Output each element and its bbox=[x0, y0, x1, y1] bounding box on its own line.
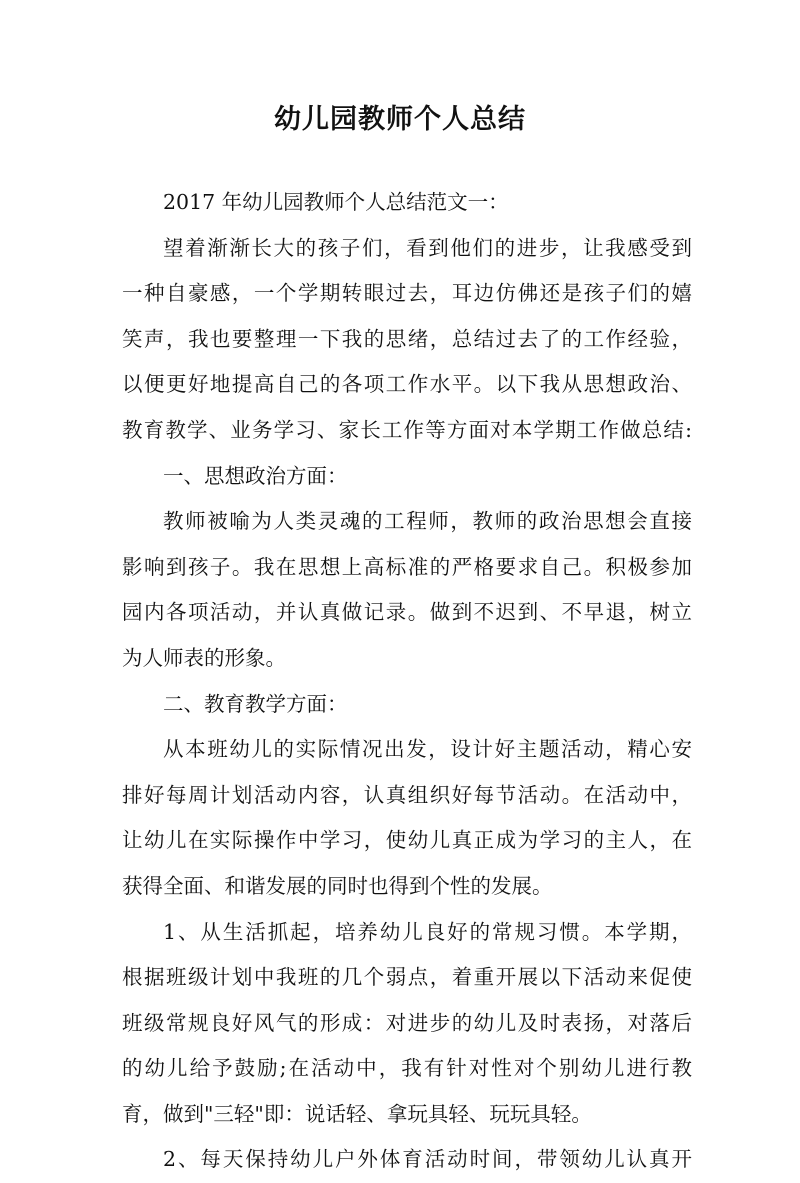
section-heading-line: 二、教育教学方面： bbox=[163, 691, 348, 716]
paragraph-line: 为人师表的形象。 bbox=[122, 645, 286, 670]
paragraph-line: 根据班级计划中我班的几个弱点，着重开展以下活动来促使 bbox=[122, 965, 692, 990]
paragraph-line: 2、每天保持幼儿户外体育活动时间，带领幼儿认真开 bbox=[163, 1147, 692, 1172]
paragraph-line: 获得全面、和谐发展的同时也得到个性的发展。 bbox=[122, 873, 553, 898]
page-title: 幼儿园教师个人总结 bbox=[274, 104, 526, 135]
paragraph-line: 教育教学、业务学习、家长工作等方面对本学期工作做总结: bbox=[122, 417, 692, 442]
paragraph-line: 一种自豪感，一个学期转眼过去，耳边仿佛还是孩子们的嬉 bbox=[122, 281, 692, 306]
paragraph-line: 排好每周计划活动内容，认真组织好每节活动。在活动中， bbox=[122, 782, 692, 807]
paragraph-line: 园内各项活动，并认真做记录。做到不迟到、不早退，树立 bbox=[122, 600, 692, 625]
section-heading-line: 一、思想政治方面： bbox=[163, 463, 348, 488]
paragraph-line: 影响到孩子。我在思想上高标准的严格要求自己。积极参加 bbox=[122, 554, 692, 579]
paragraph-line: 育，做到"三轻"即：说话轻、拿玩具轻、玩玩具轻。 bbox=[122, 1101, 592, 1126]
paragraph-line: 笑声，我也要整理一下我的思绪，总结过去了的工作经验， bbox=[122, 326, 692, 351]
paragraph-line: 以便更好地提高自己的各项工作水平。以下我从思想政治、 bbox=[122, 372, 692, 397]
paragraph-line: 1、从生活抓起，培养幼儿良好的常规习惯。本学期， bbox=[163, 919, 692, 944]
paragraph-line: 班级常规良好风气的形成：对进步的幼儿及时表扬，对落后 bbox=[122, 1010, 692, 1035]
paragraph-line: 教师被喻为人类灵魂的工程师，教师的政治思想会直接 bbox=[163, 509, 692, 534]
paragraph-line: 望着渐渐长大的孩子们，看到他们的进步，让我感受到 bbox=[163, 235, 692, 260]
paragraph-line: 让幼儿在实际操作中学习，使幼儿真正成为学习的主人，在 bbox=[122, 828, 692, 853]
paragraph-line: 从本班幼儿的实际情况出发，设计好主题活动，精心安 bbox=[163, 737, 692, 762]
section-heading-line: 2017 年幼儿园教师个人总结范文一： bbox=[163, 190, 509, 214]
document-body bbox=[122, 180, 692, 1183]
paragraph-line: 的幼儿给予鼓励;在活动中，我有针对性对个别幼儿进行教 bbox=[122, 1056, 692, 1081]
